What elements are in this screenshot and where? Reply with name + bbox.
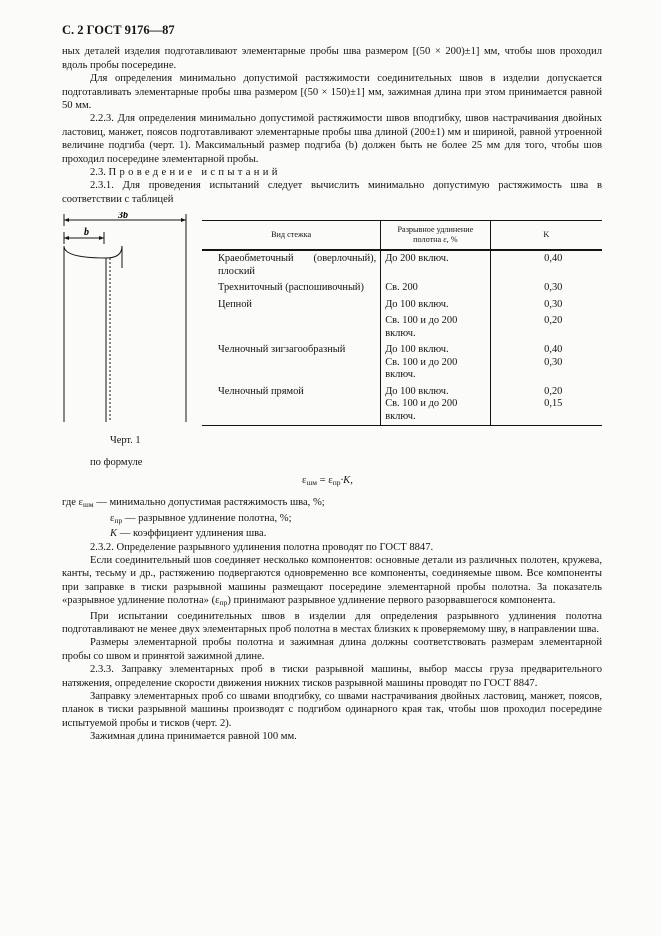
table-cell xyxy=(490,384,602,426)
table-header-cell: K xyxy=(490,221,602,251)
table-cell: Челночный зигзагообразный xyxy=(218,344,346,356)
table-header-cell: Разрывное удлинение полотна ε, % xyxy=(381,221,490,251)
definitions xyxy=(62,496,602,540)
page xyxy=(62,24,602,744)
paragraph-dimensions: Размеры элементарной пробы полотна и зажимная длина должны соответствовать размерам элементарной пробы со швом и принятой зажимной длине. xyxy=(62,637,602,662)
table-cell: Краеобметочный (оверлочный), плоский xyxy=(218,253,377,277)
table-cell: Цепной xyxy=(218,298,252,310)
figure-label-3b: 3b xyxy=(118,212,128,222)
def-symbol: где ε xyxy=(62,497,84,509)
formula-lhs-sub: шм xyxy=(306,478,317,488)
paragraph-1: ных деталей изделия подготавливают элементарные пробы шва размером [(50 × 200)±1] мм, чтобы шов проходил вдоль пробы посередине. xyxy=(62,46,602,71)
figure-label-b: b xyxy=(84,227,89,239)
table-cell: До 100 включ. xyxy=(381,297,490,314)
table-cell: 0,30 xyxy=(490,297,602,314)
paragraph-mounting: Заправку элементарных проб со швами вподгибку, со швами настрачивания двойных ластовиц, манжет, поясов, планок в тиски разрывной машины производят с подгибом одинарного края так, чтобы шов проходил посередине испытуемой пробы и тисков (черт. 2). xyxy=(62,690,602,729)
cell-line: До 100 включ. xyxy=(385,344,449,356)
cell-line: Св. 100 и до 200 включ. xyxy=(385,398,458,422)
cell-line: Св. 100 и до 200 включ. xyxy=(385,356,458,381)
table-cell xyxy=(381,384,490,426)
table-row xyxy=(202,342,602,384)
figure-table-area xyxy=(62,212,602,452)
table-row xyxy=(202,297,602,314)
formula-lhs: ε xyxy=(302,475,307,487)
formula-tail: ·K, xyxy=(340,475,353,487)
def-text: — разрывное удлинение полотна, %; xyxy=(122,512,292,524)
table-cell: 0,20 xyxy=(490,313,602,342)
def-symbol: ε xyxy=(110,512,115,524)
paragraph-5: 2.3.1. Для проведения испытаний следует вычислить минимально допустимую растяжимость шва в соответствии с таблицей xyxy=(62,180,602,205)
definition-2 xyxy=(62,512,602,527)
table-cell: 0,40 xyxy=(490,250,602,280)
elongation-table xyxy=(202,220,602,426)
table-cell: 0,30 xyxy=(490,280,602,297)
def-symbol-sub: шм xyxy=(83,500,94,510)
section-heading xyxy=(62,166,602,179)
table-cell: Челночный прямой xyxy=(202,384,381,426)
table-cell xyxy=(202,313,381,342)
formula-intro: по формуле xyxy=(90,457,143,469)
paragraph-components xyxy=(62,554,602,610)
table-header-row xyxy=(202,221,602,251)
table-row xyxy=(202,313,602,342)
figure-caption: Черт. 1 xyxy=(110,435,141,447)
table-cell xyxy=(490,342,602,384)
definition-3 xyxy=(62,527,602,540)
table-row xyxy=(202,250,602,280)
text-span: ) принимают разрывное удлинение первого разорвавшегося компонента. xyxy=(227,595,556,607)
def-text: — коэффициент удлинения шва. xyxy=(117,528,267,540)
section-title: Проведение испытаний xyxy=(108,167,281,179)
cell-line: 0,30 xyxy=(544,356,563,368)
table-row xyxy=(202,384,602,426)
formula-eq: = ε xyxy=(316,475,333,487)
table-cell: Св. 100 и до 200 включ. xyxy=(381,313,490,342)
def-symbol-sub: пр xyxy=(114,515,123,525)
table-cell: Св. 200 xyxy=(381,280,490,297)
table-row xyxy=(202,280,602,297)
cell-line: До 100 включ. xyxy=(385,385,449,397)
paragraph-2: Для определения минимально допустимой растяжимости соединительных швов в изделии допускается подготавливать элементарные пробы шва размером [(50 × 150)±1] мм, зажимная длина при этом принимается равной 50 мм. xyxy=(62,73,602,112)
cell-line: 0,40 xyxy=(544,344,563,356)
formula-rhs-sub: пр xyxy=(332,478,341,488)
table-cell: До 200 включ. xyxy=(381,250,490,280)
paragraph-232: 2.3.2. Определение разрывного удлинения полотна проводят по ГОСТ 8847. xyxy=(90,541,434,553)
formula xyxy=(302,474,353,489)
paragraph-clamp-length: Зажимная длина принимается равной 100 мм. xyxy=(90,731,297,743)
def-symbol: K xyxy=(110,528,118,540)
def-text: — минимально допустимая растяжимость шва, %; xyxy=(93,497,325,509)
table-header-cell: Вид стежка xyxy=(202,221,381,251)
definition-1 xyxy=(62,496,602,511)
cell-line: 0,20 xyxy=(544,385,563,397)
table-cell: Трехниточный (распошивочный) xyxy=(218,282,364,294)
paragraph-testing: При испытании соединительных швов в изделии для определения разрывного удлинения полотна подготавливают не менее двух элементарных проб полотна в местах близких к проверяемому шву, в направлении шва. xyxy=(62,610,602,635)
text-sub: пр xyxy=(219,598,228,608)
figure-1-drawing xyxy=(62,212,202,452)
table-cell xyxy=(381,342,490,384)
cell-line: 0,15 xyxy=(544,398,563,410)
paragraph-233: 2.3.3. Заправку элементарных проб в тиски разрывной машины, выбор массы груза предварительного натяжения, определение скорости движения нижних тисков разрывной машины проводят по ГОСТ 8847. xyxy=(62,664,602,689)
formula-block xyxy=(62,452,602,496)
paragraph-3: 2.2.3. Для определения минимально допустимой растяжимости швов вподгибку, швов настрачивания двойных ластовиц, манжет, поясов подготавливают элементарные пробы шва длиной (200±1) мм и шириной, равной утроенной величине подгиба (черт. 1). Максимальный размер подгиба (b) должен быть не более 25 мм для того, чтобы шов проходил посередине элементарной пробы. xyxy=(62,113,602,165)
section-number: 2.3. xyxy=(90,167,106,179)
page-header: С. 2 ГОСТ 9176—87 xyxy=(62,23,175,37)
text-span: Если соединительный шов соединяет несколько компонентов: основные детали из различных полотен, кружева, канты, тесьму и др., растяжению подвергаются одновременно все компоненты, соединяемые швом. Все компоненты при заправке в тиски разрывной машины размещают посередине элементарной пробы полотна. За показатель «разрывное удлинение полотна» (ε xyxy=(62,554,602,607)
